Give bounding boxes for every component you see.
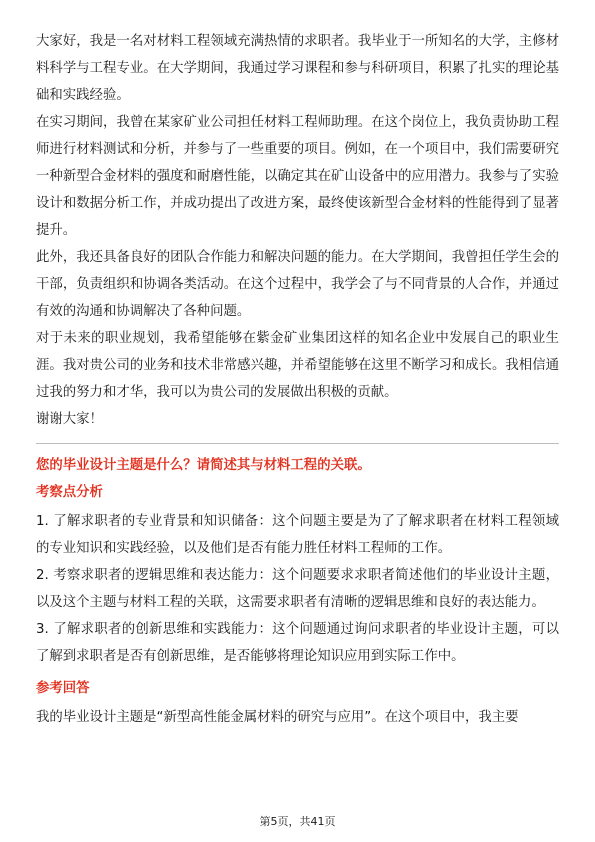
question-heading: 您的毕业设计主题是什么？请简述其与材料工程的关联。: [36, 458, 371, 473]
analysis-item-3: 3. 了解求职者的创新思维和实践能力：这个问题通过询问求职者的毕业设计主题，可以了解到求职者是否有创新思维，是否能够将理论知识应用到实际工作中。: [36, 622, 559, 664]
section-divider: [36, 443, 559, 444]
analysis-list: [36, 508, 559, 670]
intro-paragraph-2: 在实习期间，我曾在某家矿业公司担任材料工程师助理。在这个岗位上，我负责协助工程师进行材料测试和分析，并参与了一些重要的项目。例如，在一个项目中，我们需要研究一种新型合金材料的强度和耐磨性能，以确定其在矿山设备中的应用潜力。我参与了实验设计和数据分析工作，并成功提出了改进方案，最终使该新型合金材料的性能得到了显著提升。: [36, 115, 559, 238]
intro-paragraph-1: 大家好，我是一名对材料工程领域充满热情的求职者。我毕业于一所知名的大学，主修材料科学与工程专业。在大学期间，我通过学习课程和参与科研项目，积累了扎实的理论基础和实践经验。: [36, 34, 559, 103]
intro-paragraph-3: 此外，我还具备良好的团队合作能力和解决问题的能力。在大学期间，我曾担任学生会的干部，负责组织和协调各类活动。在这个过程中，我学会了与不同背景的人合作，并通过有效的沟通和协调解决了各种问题。: [36, 250, 559, 319]
intro-paragraph-4: 对于未来的职业规划，我希望能够在紫金矿业集团这样的知名企业中发展自己的职业生涯。我对贵公司的业务和技术非常感兴趣，并希望能够在这里不断学习和成长。我相信通过我的努力和才华，我可以为贵公司的发展做出积极的贡献。: [36, 331, 559, 400]
page-footer: 第5页，共41页: [259, 815, 336, 828]
analysis-item-1: 1. 了解求职者的专业背景和知识储备：这个问题主要是为了了解求职者在材料工程领域的专业知识和实践经验，以及他们是否有能力胜任材料工程师的工作。: [36, 514, 559, 556]
answer-text: 我的毕业设计主题是“新型高性能金属材料的研究与应用”。在这个项目中，我主要: [36, 710, 519, 725]
analysis-item-2: 2. 考察求职者的逻辑思维和表达能力：这个问题要求求职者简述他们的毕业设计主题，以及这个主题与材料工程的关联，这需要求职者有清晰的逻辑思维和良好的表达能力。: [36, 568, 559, 610]
page-content: [36, 28, 559, 731]
analysis-title: 考察点分析: [36, 485, 103, 500]
intro-thanks: 谢谢大家！: [36, 412, 103, 427]
answer-title: 参考回答: [36, 681, 90, 696]
